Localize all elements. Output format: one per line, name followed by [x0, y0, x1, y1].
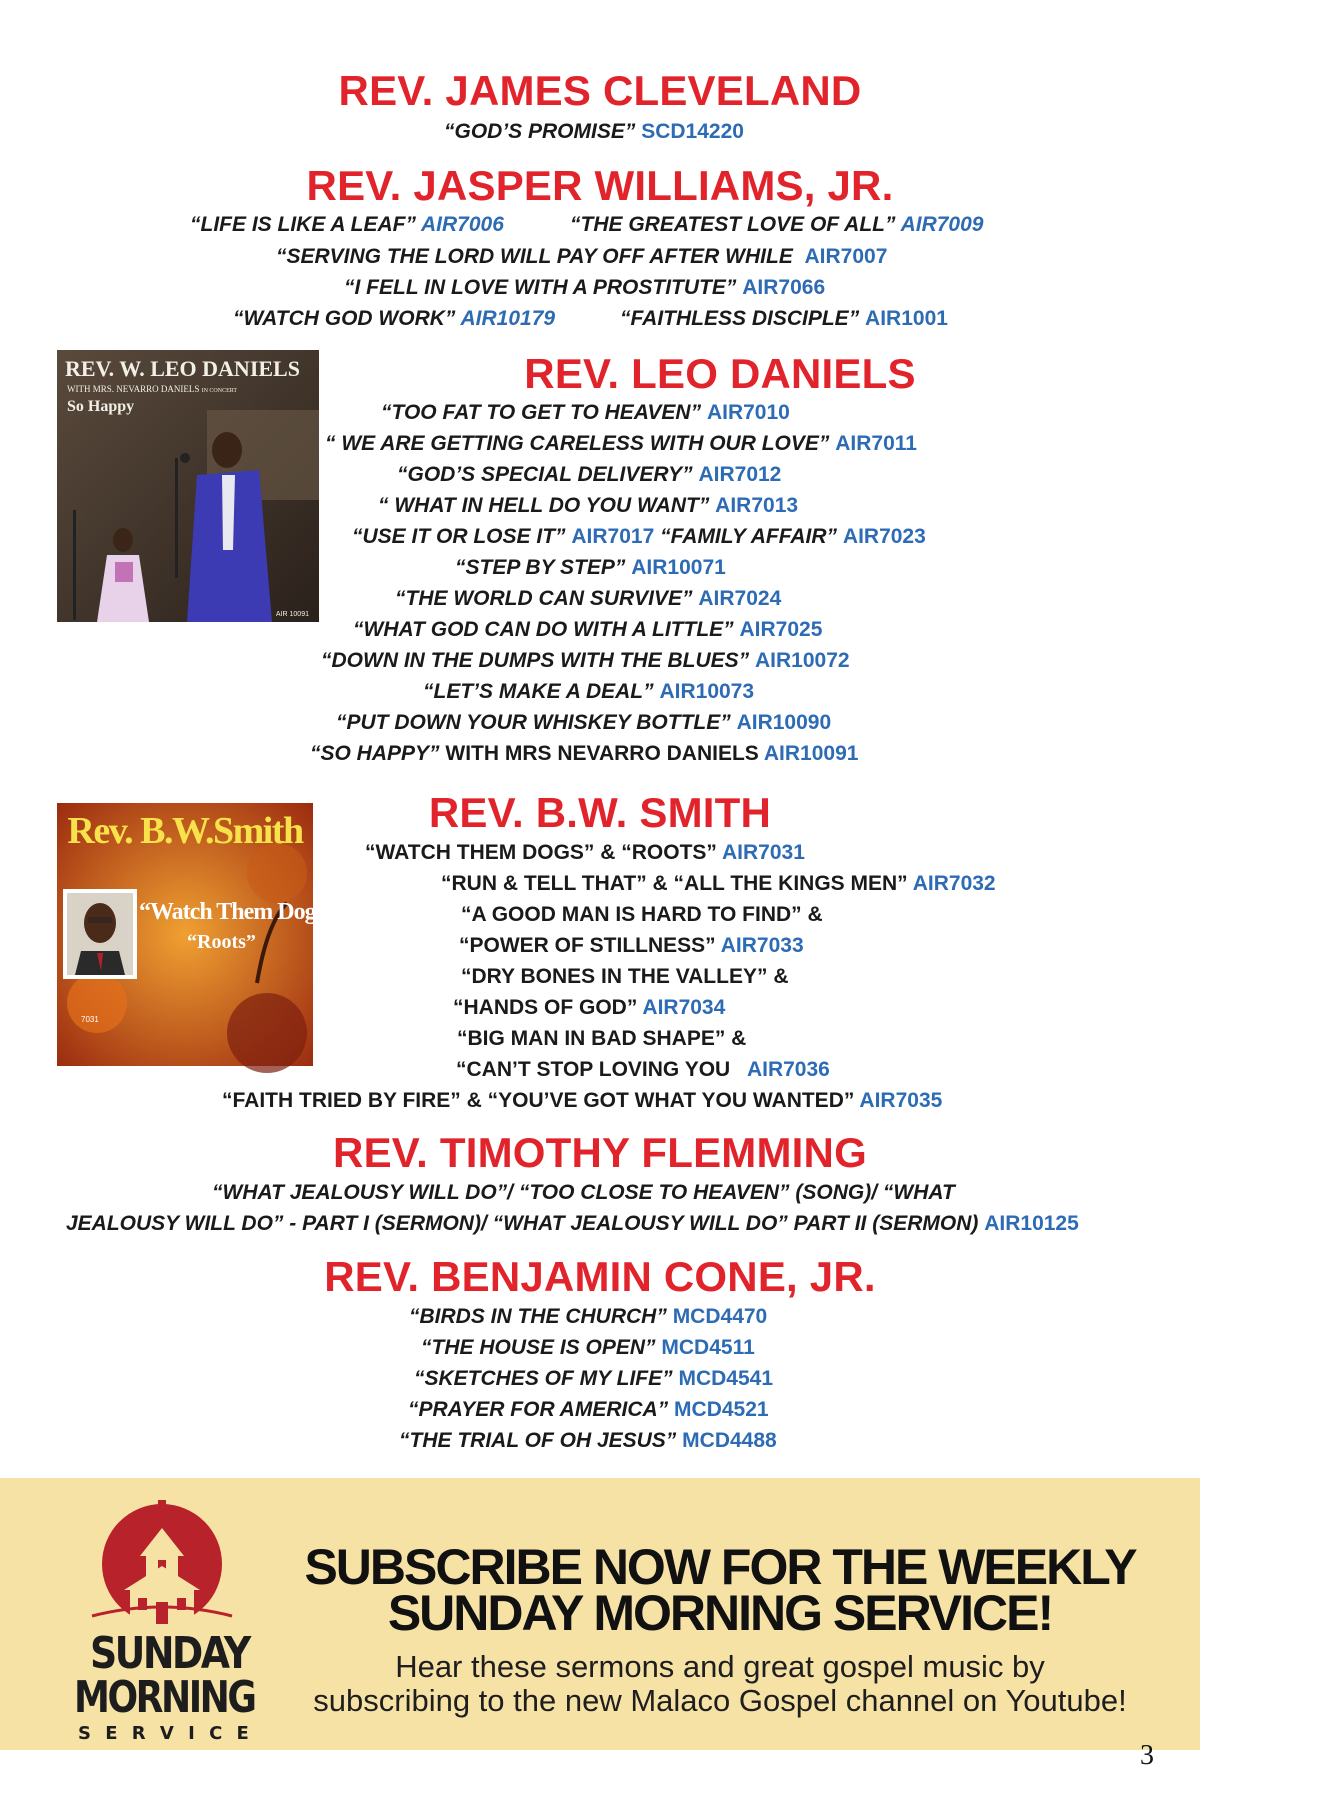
- catalog-number: MCD4541: [678, 1367, 774, 1390]
- track-title: “THE WORLD CAN SURVIVE”: [395, 587, 693, 610]
- catalog-number: AIR7025: [739, 618, 823, 641]
- track-line: [461, 964, 788, 990]
- track-title: “LET’S MAKE A DEAL”: [423, 680, 654, 703]
- track-title: “RUN & TELL THAT” & “ALL THE KINGS MEN”: [441, 872, 908, 895]
- cover-title: Rev. B.W.Smith: [67, 810, 303, 852]
- banner-headline: SUNDAY MORNING SERVICE!: [387, 1585, 1053, 1641]
- catalog-number: MCD4511: [661, 1336, 755, 1359]
- artist-heading-williams: REV. JASPER WILLIAMS, JR.: [306, 162, 894, 209]
- track-line: [620, 306, 948, 332]
- catalog-number: AIR7035: [859, 1089, 943, 1112]
- track-line: [459, 933, 804, 959]
- sunday-morning-service-logo: [72, 1498, 262, 1748]
- track-title: “USE IT OR LOSE IT”: [352, 525, 566, 548]
- track-title: “FAMILY AFFAIR”: [660, 525, 838, 548]
- catalog-number: AIR7013: [715, 494, 799, 517]
- catalog-number: AIR7034: [642, 996, 726, 1019]
- catalog-number: MCD4488: [682, 1429, 777, 1452]
- catalog-number: AIR7031: [722, 841, 805, 864]
- catalog-number: AIR7032: [912, 872, 996, 895]
- catalog-number: AIR7033: [720, 934, 804, 957]
- track-line: [365, 840, 805, 866]
- catalog-number: AIR10071: [631, 556, 726, 579]
- track-title: “PUT DOWN YOUR WHISKEY BOTTLE”: [336, 711, 731, 734]
- track-title: “SERVING THE LORD WILL PAY OFF AFTER WHILE: [276, 245, 793, 268]
- track-title: “DOWN IN THE DUMPS WITH THE BLUES”: [321, 649, 750, 672]
- track-title: “FAITHLESS DISCIPLE”: [620, 307, 860, 330]
- cover-title: REV. W. LEO DANIELS: [65, 356, 300, 381]
- album-cover-watch-them-dogs: [57, 803, 335, 1066]
- catalog-number: SCD14220: [641, 120, 744, 143]
- track-line: [457, 1026, 746, 1052]
- catalog-number: AIR1001: [865, 307, 948, 330]
- catalog-number: AIR7006: [421, 213, 504, 236]
- catalog-number: AIR10125: [984, 1212, 1079, 1235]
- artist-heading-flemming: REV. TIMOTHY FLEMMING: [333, 1129, 867, 1176]
- catalog-number: MCD4470: [672, 1305, 768, 1328]
- artist-heading-cone: REV. BENJAMIN CONE, JR.: [324, 1253, 876, 1300]
- track-line: [461, 902, 823, 928]
- track-title: “DRY BONES IN THE VALLEY” &: [461, 965, 789, 988]
- track-line: [409, 1304, 767, 1330]
- track-title: “WATCH THEM DOGS” & “ROOTS”: [365, 841, 717, 864]
- track-line: [233, 306, 555, 332]
- catalog-number: AIR7007: [804, 245, 888, 268]
- track-title: “PRAYER FOR AMERICA”: [408, 1398, 669, 1421]
- track-line: [421, 1335, 755, 1361]
- track-line: [212, 1180, 955, 1206]
- catalog-number: AIR10072: [755, 649, 850, 672]
- track-title: “WHAT JEALOUSY WILL DO”/ “TOO CLOSE TO HEAVEN” (SONG)/ “WHAT: [212, 1181, 955, 1204]
- logo-word-sunday: SUNDAY: [90, 1628, 249, 1679]
- track-title: “THE HOUSE IS OPEN”: [421, 1336, 656, 1359]
- track-line: [344, 275, 825, 301]
- track-line: [455, 555, 726, 581]
- track-title: JEALOUSY WILL DO” - PART I (SERMON)/ “WHAT JEALOUSY WILL DO” PART II (SERMON): [66, 1212, 979, 1235]
- catalog-number: AIR7036: [746, 1058, 830, 1081]
- track-line: [378, 493, 798, 519]
- cover-album-title: “Watch Them Dogs”: [139, 899, 335, 925]
- banner-headline: SUBSCRIBE NOW FOR THE WEEKLY: [304, 1539, 1136, 1595]
- track-line: [321, 648, 850, 674]
- track-title: “ WE ARE GETTING CARELESS WITH OUR LOVE”: [325, 432, 830, 455]
- track-line: [444, 119, 744, 145]
- track-title: “GOD’S PROMISE”: [444, 120, 636, 143]
- track-line: [453, 995, 725, 1021]
- cover-album-title: So Happy: [67, 398, 135, 415]
- track-title: “I FELL IN LOVE WITH A PROSTITUTE”: [344, 276, 737, 299]
- track-title: “THE TRIAL OF OH JESUS”: [399, 1429, 677, 1452]
- catalog-number: AIR7066: [742, 276, 826, 299]
- track-line: [456, 1057, 830, 1083]
- catalog-number: AIR7017: [571, 525, 655, 548]
- artist-heading-daniels: REV. LEO DANIELS: [524, 350, 916, 397]
- catalog-number: AIR7009: [900, 213, 984, 236]
- track-line: [336, 710, 831, 736]
- track-title: “BIG MAN IN BAD SHAPE” &: [457, 1027, 747, 1050]
- track-title: “HANDS OF GOD”: [453, 996, 638, 1019]
- banner-subtext: Hear these sermons and great gospel music by: [395, 1649, 1045, 1684]
- track-note: WITH MRS NEVARRO DANIELS: [445, 742, 759, 765]
- track-title: “WHAT GOD CAN DO WITH A LITTLE”: [353, 618, 734, 641]
- track-line: [570, 212, 983, 238]
- track-line: [353, 617, 822, 643]
- subscribe-banner: [0, 1478, 1200, 1750]
- track-title: “BIRDS IN THE CHURCH”: [409, 1305, 667, 1328]
- track-line: [276, 244, 887, 270]
- track-line: [414, 1366, 773, 1392]
- track-title: “THE GREATEST LOVE OF ALL”: [570, 213, 896, 236]
- artist-heading-cleveland: REV. JAMES CLEVELAND: [338, 67, 862, 114]
- track-title: “SO HAPPY”: [310, 742, 440, 765]
- logo-word-morning: MORNING: [74, 1672, 255, 1723]
- track-line: [399, 1428, 777, 1454]
- track-title: “STEP BY STEP”: [455, 556, 626, 579]
- artist-heading-smith: REV. B.W. SMITH: [428, 789, 772, 836]
- banner-subtext: subscribing to the new Malaco Gospel channel on Youtube!: [313, 1683, 1127, 1718]
- track-title: “WATCH GOD WORK”: [233, 307, 456, 330]
- track-title: “SKETCHES OF MY LIFE”: [414, 1367, 673, 1390]
- catalog-number: AIR10073: [659, 680, 755, 703]
- track-line: [441, 871, 996, 897]
- catalog-number: MCD4521: [674, 1398, 769, 1421]
- cover-code: 7031: [81, 1015, 99, 1024]
- track-title: “GOD’S SPECIAL DELIVERY”: [397, 463, 693, 486]
- track-line: [190, 212, 504, 238]
- track-title: “TOO FAT TO GET TO HEAVEN”: [381, 401, 702, 424]
- cover-code: AIR 10091: [275, 611, 309, 618]
- church-icon: [72, 1498, 262, 1638]
- track-title: “CAN’T STOP LOVING YOU: [456, 1058, 731, 1081]
- track-line: [397, 462, 781, 488]
- cover-subtitle-text: WITH MRS. NEVARRO DANIELS: [67, 384, 200, 394]
- catalog-number: AIR7024: [698, 587, 782, 610]
- track-title: “POWER OF STILLNESS”: [459, 934, 716, 957]
- catalog-number: AIR7023: [842, 525, 926, 548]
- cover-album-title: “Roots”: [187, 931, 256, 953]
- logo-word-service: S E R V I C E: [78, 1723, 253, 1744]
- track-title: “LIFE IS LIKE A LEAF”: [190, 213, 416, 236]
- track-line: [222, 1088, 942, 1114]
- cover-subtitle-text: IN CONCERT: [201, 388, 238, 394]
- track-line: [395, 586, 781, 612]
- track-line: [310, 741, 858, 767]
- catalog-number: AIR7011: [835, 432, 917, 455]
- track-line: [381, 400, 790, 426]
- catalog-number: AIR10091: [763, 742, 859, 765]
- catalog-number: AIR10179: [460, 307, 556, 330]
- track-title: “ WHAT IN HELL DO YOU WANT”: [378, 494, 710, 517]
- track-line: [408, 1397, 769, 1423]
- track-title: “FAITH TRIED BY FIRE” & “YOU’VE GOT WHAT YOU WANTED”: [222, 1089, 855, 1112]
- track-line: [423, 679, 754, 705]
- track-title: “A GOOD MAN IS HARD TO FIND” &: [461, 903, 823, 926]
- track-line: [352, 524, 926, 550]
- catalog-number: AIR7010: [706, 401, 790, 424]
- catalog-number: AIR10090: [736, 711, 832, 734]
- catalog-number: AIR7012: [698, 463, 782, 486]
- track-line: [325, 431, 917, 457]
- track-line: [66, 1211, 1079, 1237]
- page-number: 3: [1140, 1740, 1154, 1771]
